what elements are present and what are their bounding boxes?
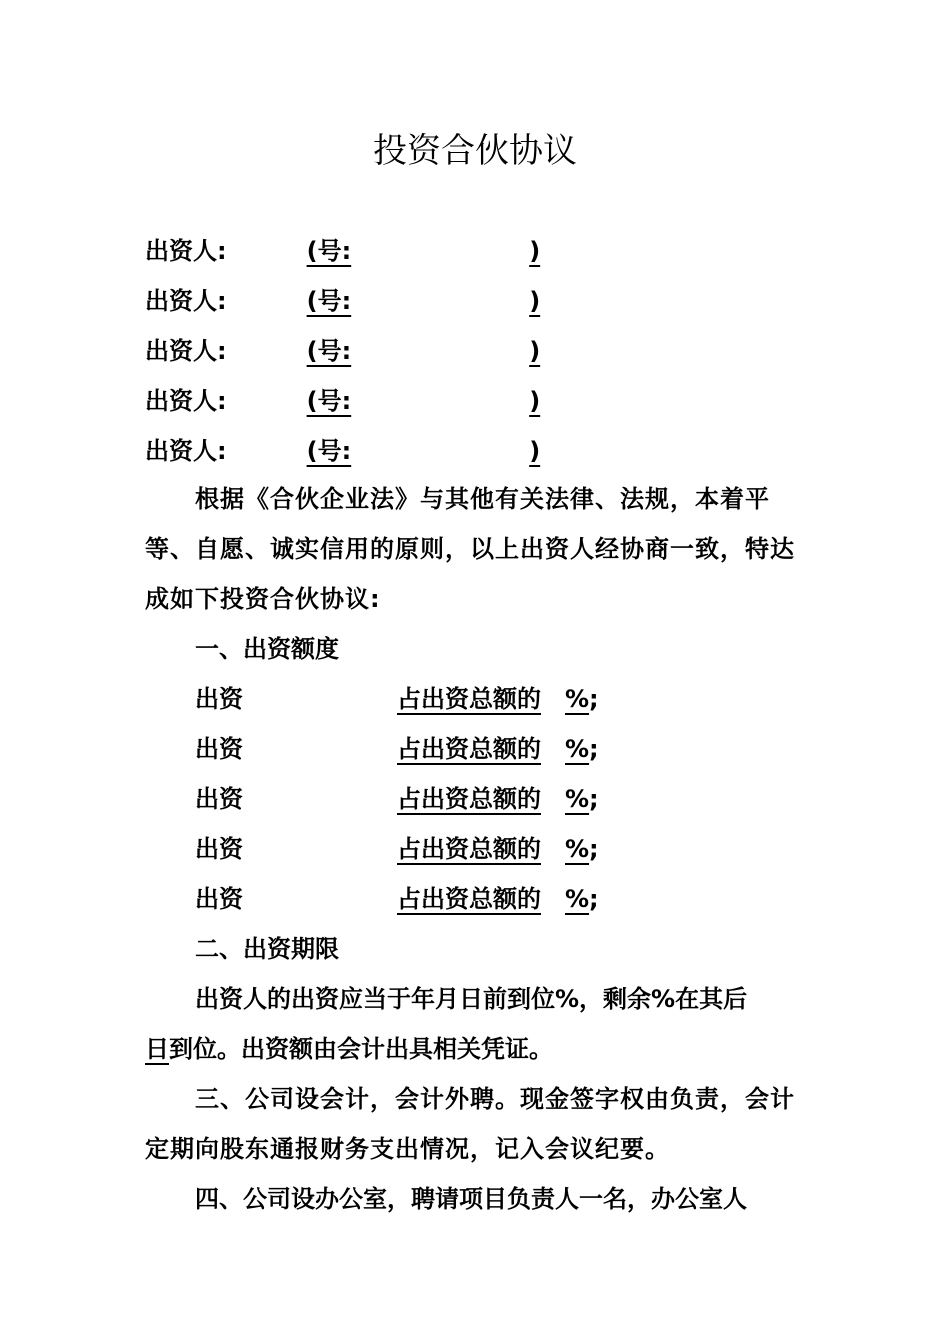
document-title: 投资合伙协议	[373, 131, 577, 171]
contribution-row: 出资 占出资总额的 %;	[195, 885, 599, 913]
investor-line	[145, 334, 558, 368]
investor-id-field: (号: )	[306, 387, 541, 415]
investor-line	[145, 234, 558, 268]
accounting-paragraph: 三、公司设会计，会计外聘。现金签字权由负责，会计定期向股东通报财务支出情况，记入会议纪要。	[145, 1085, 795, 1163]
deadline-paragraph-line2: 日到位。出资额由会计出具相关凭证。	[145, 1035, 553, 1063]
investor-line	[145, 434, 558, 468]
investor-line	[145, 384, 558, 418]
investor-id-field: (号: )	[306, 337, 541, 365]
investor-id-field: (号: )	[306, 237, 541, 265]
investor-id-field: (号: )	[306, 437, 541, 465]
investor-label: 出资人:	[145, 437, 227, 465]
contribution-row: 出资 占出资总额的 %;	[195, 835, 599, 863]
contribution-row: 出资 占出资总额的 %;	[195, 785, 599, 813]
deadline-paragraph-line1: 出资人的出资应当于年月日前到位%，剩余%在其后	[195, 985, 748, 1013]
investor-line	[145, 284, 558, 318]
preamble-paragraph: 根据《合伙企业法》与其他有关法律、法规，本着平等、自愿、诚实信用的原则，以上出资人经协商一致，特达成如下投资合伙协议:	[145, 485, 795, 613]
contribution-row: 出资 占出资总额的 %;	[195, 735, 599, 763]
office-paragraph: 四、公司设办公室，聘请项目负责人一名，办公室人	[195, 1185, 747, 1213]
section-heading: 一、出资额度	[195, 635, 339, 663]
investor-label: 出资人:	[145, 337, 227, 365]
section-heading: 二、出资期限	[195, 935, 339, 963]
contribution-row: 出资 占出资总额的 %;	[195, 685, 599, 713]
investor-label: 出资人:	[145, 287, 227, 315]
investor-label: 出资人:	[145, 387, 227, 415]
investor-id-field: (号: )	[306, 287, 541, 315]
investor-label: 出资人:	[145, 237, 227, 265]
